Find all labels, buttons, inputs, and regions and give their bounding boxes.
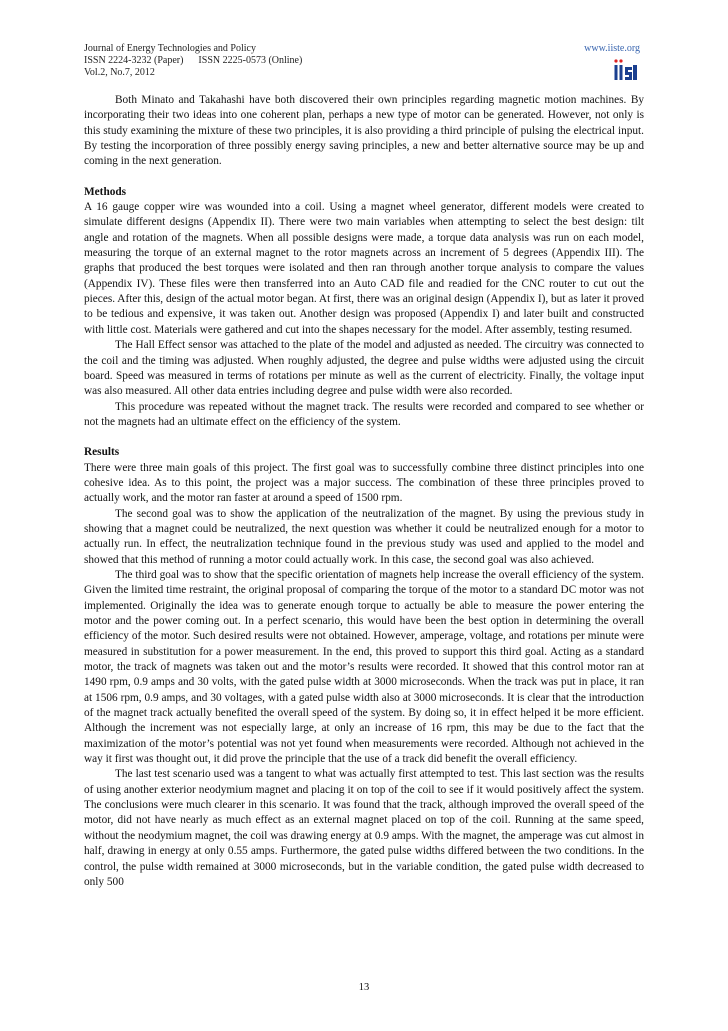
results-paragraph-2: The second goal was to show the application of the neutralization of the magnet. By using the previous study in showing that a magnet could be neutralized, the next question was whether it could be neutralized enough for a motor to actually run. In effect, the neutralization technique found in the previous study was used and applied to the model and showed that this method of running a motor could actually work. In this case, the second goal was also achieved. bbox=[84, 507, 644, 566]
methods-heading: Methods bbox=[84, 185, 127, 198]
results-paragraph-1: There were three main goals of this project. The first goal was to successfully combine three distinct principles into one cohesive idea. As to this point, the project was a major success. The combination of these three principles proved to actually work, and the motor ran faster at around a speed of 1500 rpm. bbox=[84, 461, 644, 505]
results-paragraph-4: The last test scenario used was a tangent to what was actually first attempted to test. This last section was the results of using another exterior neodymium magnet and placing it on top of the coil to see if it would positively affect the system. The conclusions were much clearer in this scenario. It was found that the track, although improved the overall speed of the motor, did not have nearly as much effect as an external magnet placed on top of the coil. Running at the same speed, without the neodymium magnet, the coil was drawing energy at 0.9 amps. With the magnet, the amperage was cut almost in half, drawing in energy at only 0.55 amps. Furthermore, the gated pulse widths differed between the two conditions. In the control, the pulse width remained at 3000 microseconds, but in the variable condition, the gated pulse width decreased to only 500 bbox=[84, 768, 644, 888]
results-paragraph-3: The third goal was to show that the specific orientation of magnets help increase the overall efficiency of the system. Given the limited time restraint, the original proposal of comparing the torque of the motor to a standard DC motor was not implemented. Originally the idea was to generate enough torque to actually be able to measure the power entering the motor and the power coming out. In a perfect scenario, this would have been the best option in determining the overall efficiency of the motor. Such desired results were not obtained. However, amperage, voltage, and rotations per minute were measured in substitution for a power measurement. In the end, this proved to support this third goal. Acting as a standard motor, the track of magnets was taken out and the motor’s results were recorded. It showed that this control motor ran at 1490 rpm, 0.9 amps and 30 volts, with the gated pulse width at 3000 microseconds. When the track was put in place, it ran at 1506 rpm, 0.9 amps, and 30 voltages, with a gated pulse width also at 3000 microseconds. It is clear that the introduction of the magnet track actually benefited the overall speed of the system. By doing so, it in effect helped it be more efficient. Although the increment was not especially large, at only an increase of 16 rpm, this may be due to the fact that the maximization of the motor’s potential was not yet found when measurements were recorded. Although not achieved in the way it first was thought out, it did prove the principle that the use of a track did benefit the overall efficiency. bbox=[84, 568, 644, 766]
journal-title: Journal of Energy Technologies and Policy bbox=[84, 43, 256, 54]
intro-paragraph: Both Minato and Takahashi have both discovered their own principles regarding magnetic motion machines. By incorporating their two ideas into one coherent plan, perhaps a new type of motor can be generated. However, not only is this study examining the mixture of these two principles, it is also providing a third principle of pulsing the electrical input. By testing the incorporation of three possibly energy saving principles, a new and better alternative source may be up and coming in the next generation. bbox=[84, 94, 644, 168]
page-number: 13 bbox=[358, 982, 370, 993]
methods-paragraph-3: This procedure was repeated without the magnet track. The results were recorded and compared to see whether or not the magnets had an ultimate effect on the efficiency of the system. bbox=[84, 400, 644, 428]
issn-line: ISSN 2224-3232 (Paper) ISSN 2225-0573 (Online) bbox=[84, 55, 303, 66]
page-header bbox=[84, 43, 644, 87]
volume-line: Vol.2, No.7, 2012 bbox=[84, 67, 155, 78]
article-body bbox=[84, 93, 644, 890]
methods-paragraph-2: The Hall Effect sensor was attached to the plate of the model and adjusted as needed. The circuitry was connected to the coil and the timing was adjusted. When roughly adjusted, the degree and pulse widths were adjusted using the circuit board. Speed was measured in terms of rotations per minute as well as the current of electricity. Finally, the voltage input was also measured. All other data entries including degree and pulse width were also recorded. bbox=[84, 339, 644, 398]
iiste-logo bbox=[612, 58, 638, 84]
methods-paragraph-1: A 16 gauge copper wire was wounded into a coil. Using a magnet wheel generator, different models were created to simulate different designs (Appendix II). There were two main variables when attempting to select the best design: tilt angle and rotation of the magnets. When all possible designs were made, a torque data analysis was run on each model, measuring the torque of an external magnet to the rotor magnets across an increment of 5 degrees (Appendix III). The graphs that produced the best torques were isolated and then ran through another torque analysis to compare the values (Appendix IV). These files were then transferred into an Auto CAD file and readied for the CNC router to cut out the pieces. After this, design of the actual motor began. At first, there was an original design (Appendix I), but as later it proved to be tedious and expensive, it was taken out. Another design was proposed (Appendix I) and later built and constructed with little cost. Materials were gathered and cut into the shapes necessary for the model. After assembly, testing resumed. bbox=[84, 201, 644, 336]
results-heading: Results bbox=[84, 446, 120, 459]
website-link[interactable]: www.iiste.org bbox=[584, 43, 640, 54]
